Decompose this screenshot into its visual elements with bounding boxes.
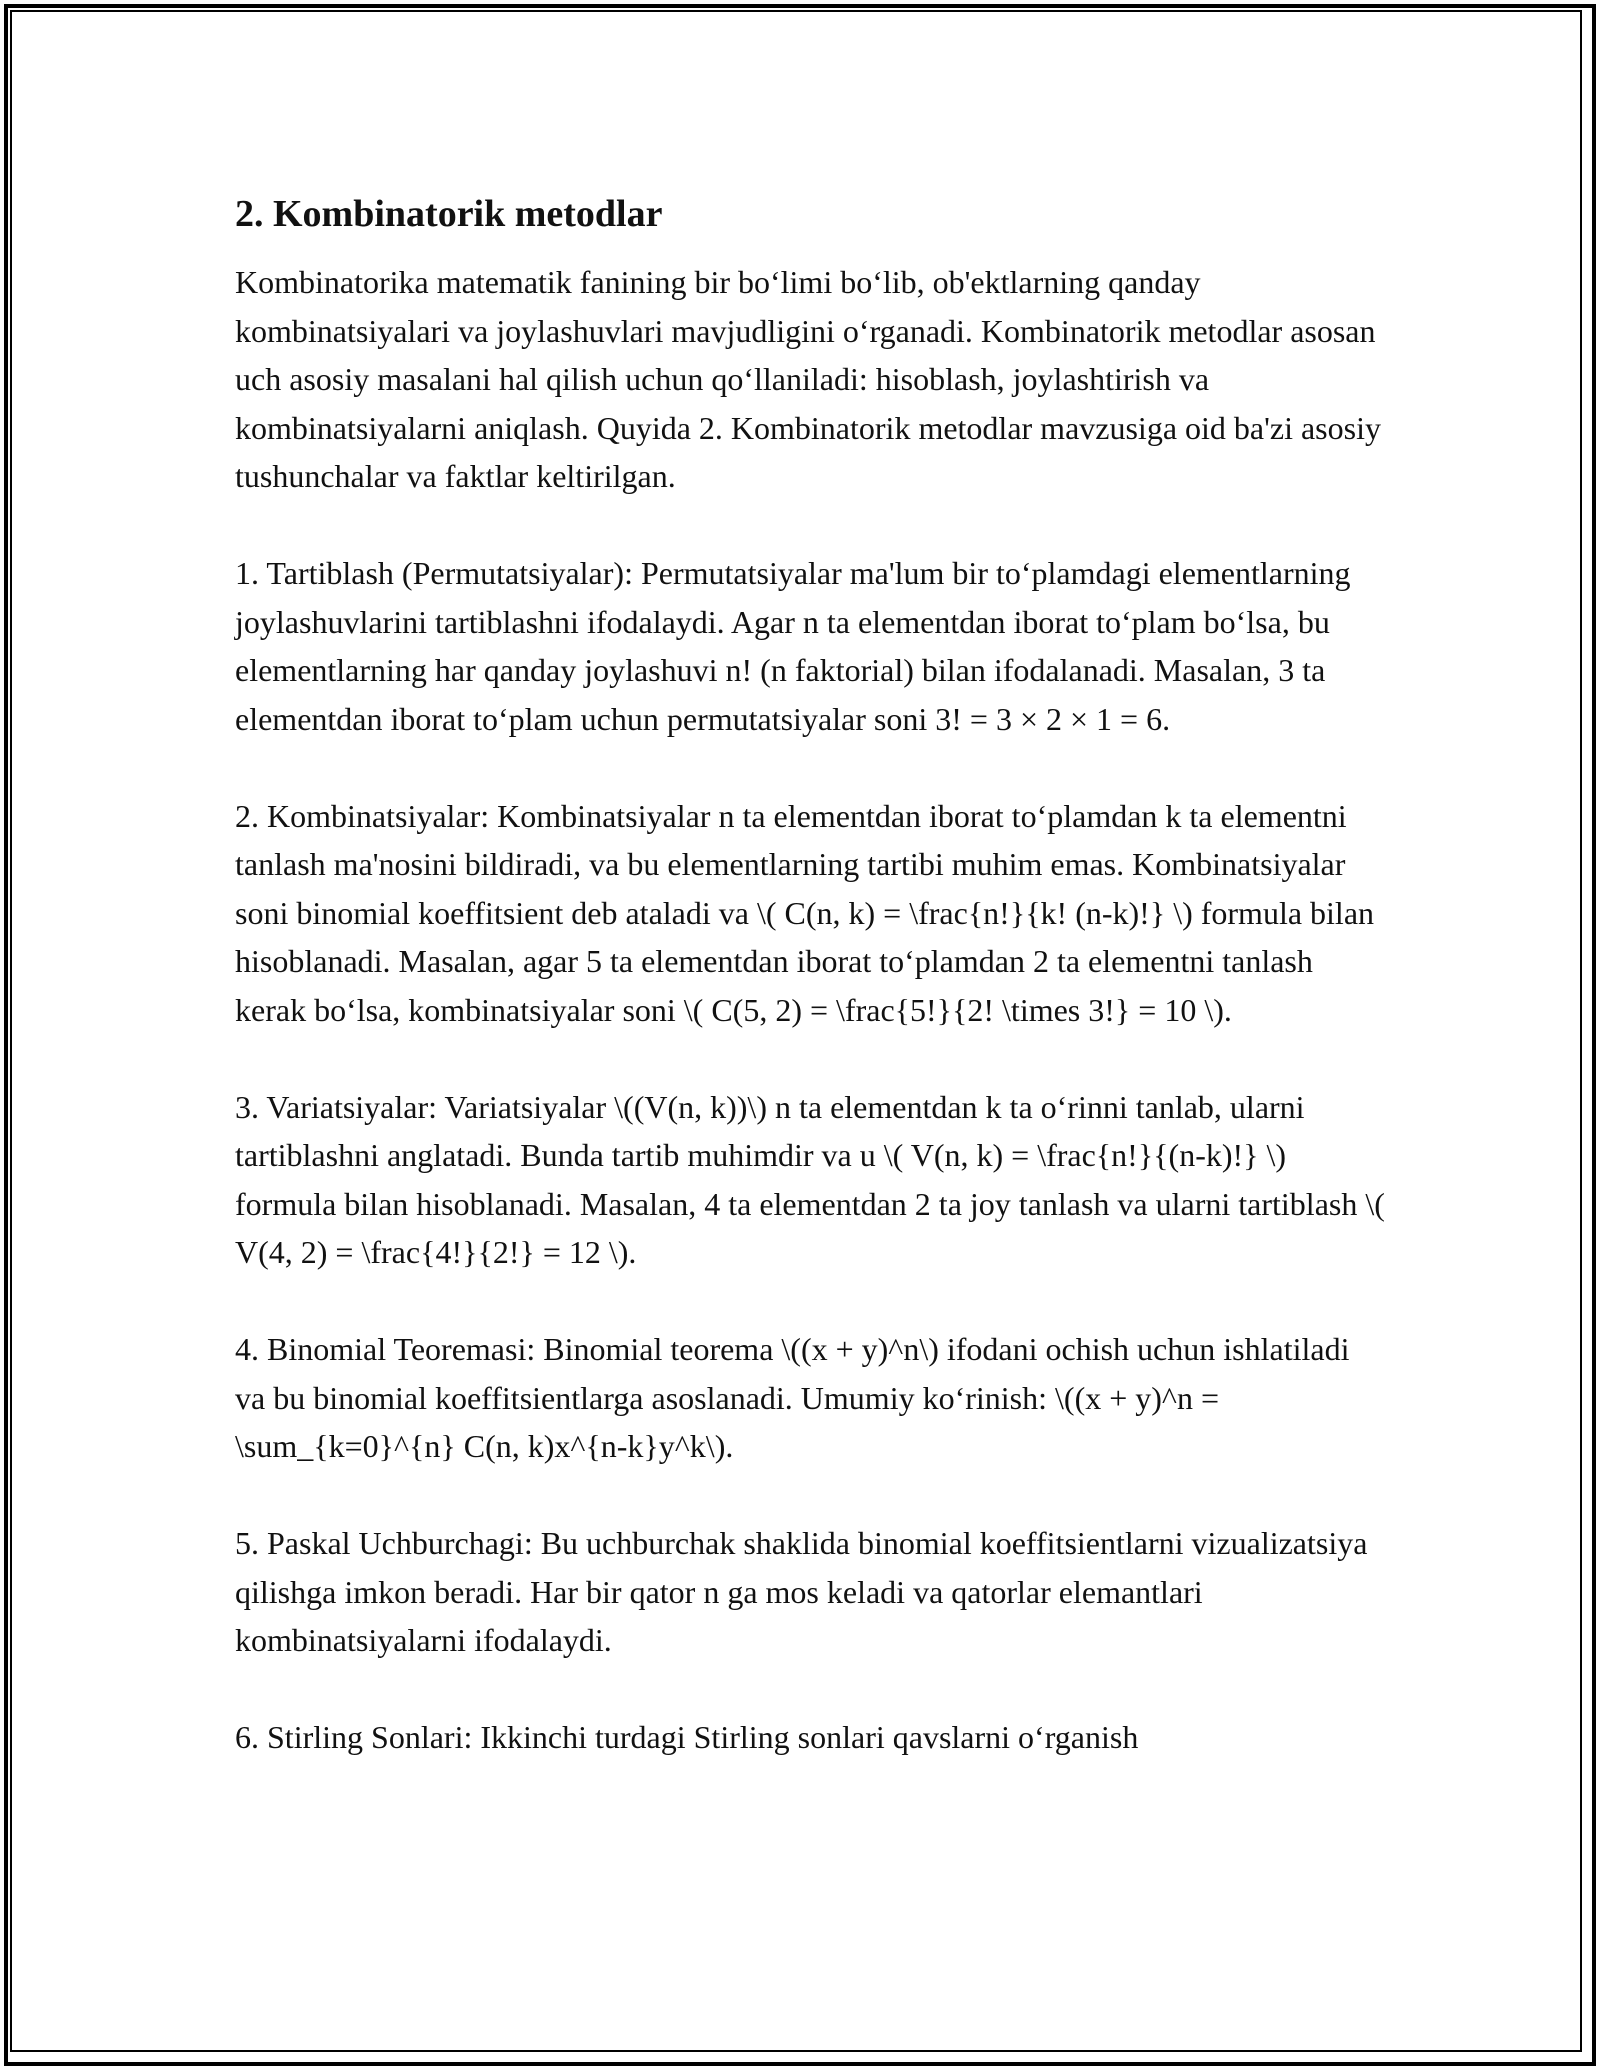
- paragraph-intro: Kombinatorika matematik fanining bir bo‘limi bo‘lib, ob'ektlarning qanday kombinatsiyalari va joylashuvlari mavjudligini o‘rganadi. Kombinatorik metodlar asosan uch asosiy masalani hal qilish uchun qo‘llaniladi: hisoblash, joylashtirish va kombinatsiyalarni aniqlash. Quyida 2. Kombinatorik metodlar mavzusiga oid ba'zi asosiy tushunchalar va faktlar keltirilgan.: [235, 264, 1381, 494]
- paragraph-pascal-triangle: 5. Paskal Uchburchagi: Bu uchburchak shaklida binomial koeffitsientlarni vizualizatsiya qilishga imkon beradi. Har bir qator n ga mos keladi va qatorlar elemantlari kombinatsiyalarni ifodalaydi.: [235, 1525, 1368, 1658]
- paragraph-combinations: 2. Kombinatsiyalar: Kombinatsiyalar n ta elementdan iborat to‘plamdan k ta elementni tanlash ma'nosini bildiradi, va bu elementlarning tartibi muhim emas. Kombinatsiyalar soni binomial koeffitsient deb ataladi va \( C(n, k) = \frac{n!}{k! (n-k)!} \) formula bilan hisoblanadi. Masalan, agar 5 ta elementdan iborat to‘plamdan 2 ta elementni tanlash kerak bo‘lsa, kombinatsiyalar soni \( C(5, 2) = \frac{5!}{2! \times 3!} = 10 \).: [235, 797, 1375, 1028]
- paragraph-variations: 3. Variatsiyalar: Variatsiyalar \((V(n, k))\) n ta elementdan k ta o‘rinni tanlab, ularni tartiblashni anglatadi. Bunda tartib muhimdir va u \( V(n, k) = \frac{n!}{(n-k)!} \) formula bilan hisoblanadi. Masalan, 4 ta elementdan 2 ta joy tanlash va ularni tartiblash \( V(4, 2) = \frac{4!}{2!} = 12 \).: [235, 1088, 1385, 1270]
- paragraph-stirling-numbers: 6. Stirling Sonlari: Ikkinchi turdagi Stirling sonlari qavslarni o‘rganish: [235, 1719, 1139, 1755]
- paragraph-binomial-theorem: 4. Binomial Teoremasi: Binomial teorema \((x + y)^n\) ifodani ochish uchun ishlatiladi va bu binomial koeffitsientlarga asoslanadi. Umumiy ko‘rinish: \((x + y)^n = \sum_{k=0}^{n} C(n, k)x^{n-k}y^k\).: [235, 1331, 1350, 1464]
- document-body: [235, 190, 1385, 1810]
- page-title: 2. Kombinatorik metodlar: [235, 193, 663, 235]
- paragraph-permutations: 1. Tartiblash (Permutatsiyalar): Permutatsiyalar ma'lum bir to‘plamdagi elementlarning joylashuvlarini tartiblashni ifodalaydi. Agar n ta elementdan iborat to‘plam bo‘lsa, bu elementlarning har qanday joylashuvi n! (n faktorial) bilan ifodalanadi. Masalan, 3 ta elementdan iborat to‘plam uchun permutatsiyalar soni 3! = 3 × 2 × 1 = 6.: [235, 555, 1351, 737]
